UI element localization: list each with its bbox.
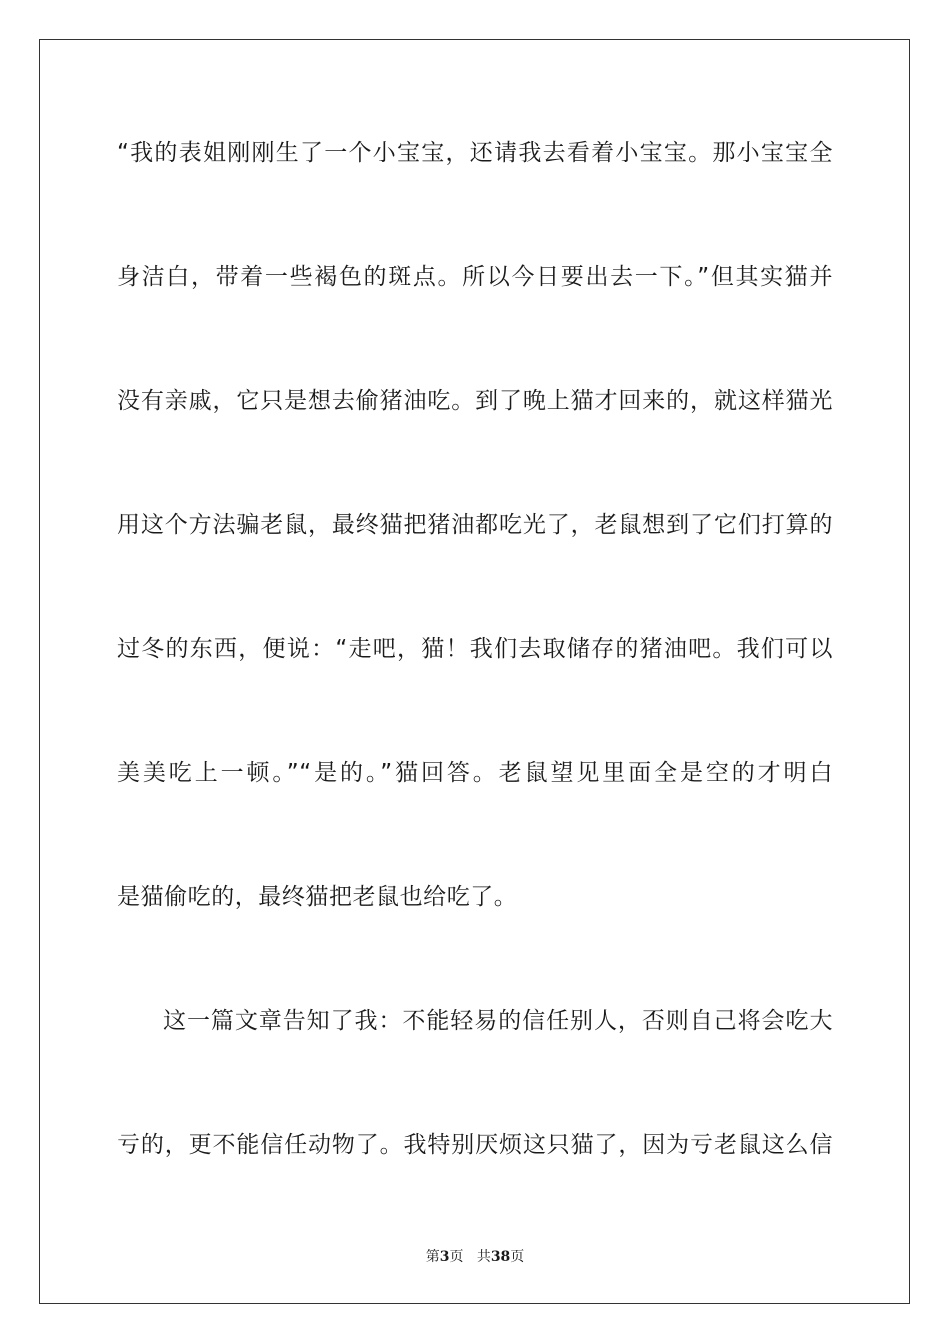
page-suffix: 页 [449,1249,464,1265]
text-line: 是猫偷吃的，最终猫把老鼠也给吃了。 [117,884,518,910]
total-suffix: 页 [510,1249,525,1265]
page-border [39,39,910,1304]
text-line: “我的表姐刚刚生了一个小宝宝，还请我去看着小宝宝。那小宝宝全 [117,140,833,166]
text-line: 美美吃上一顿。”“是的。”猫回答。老鼠望见里面全是空的才明白 [117,760,833,786]
page-prefix: 第 [425,1249,440,1265]
paragraph-first-line: 这一篇文章告知了我：不能轻易的信任别人，否则自己将会吃大 [163,1008,833,1034]
text-line: 过冬的东西，便说：“走吧，猫！我们去取储存的猪油吧。我们可以 [117,636,833,662]
page-footer [0,1248,950,1266]
total-prefix: 共 [476,1249,491,1265]
text-line: 身洁白，带着一些褐色的斑点。所以今日要出去一下。”但其实猫并 [117,264,833,290]
text-line: 亏的，更不能信任动物了。我特别厌烦这只猫了，因为亏老鼠这么信 [117,1132,833,1158]
page-number: 3 [439,1249,450,1265]
total-pages: 38 [490,1249,511,1265]
text-line: 没有亲戚，它只是想去偷猪油吃。到了晚上猫才回来的，就这样猫光 [117,388,833,414]
text-line: 用这个方法骗老鼠，最终猫把猪油都吃光了，老鼠想到了它们打算的 [117,512,833,538]
